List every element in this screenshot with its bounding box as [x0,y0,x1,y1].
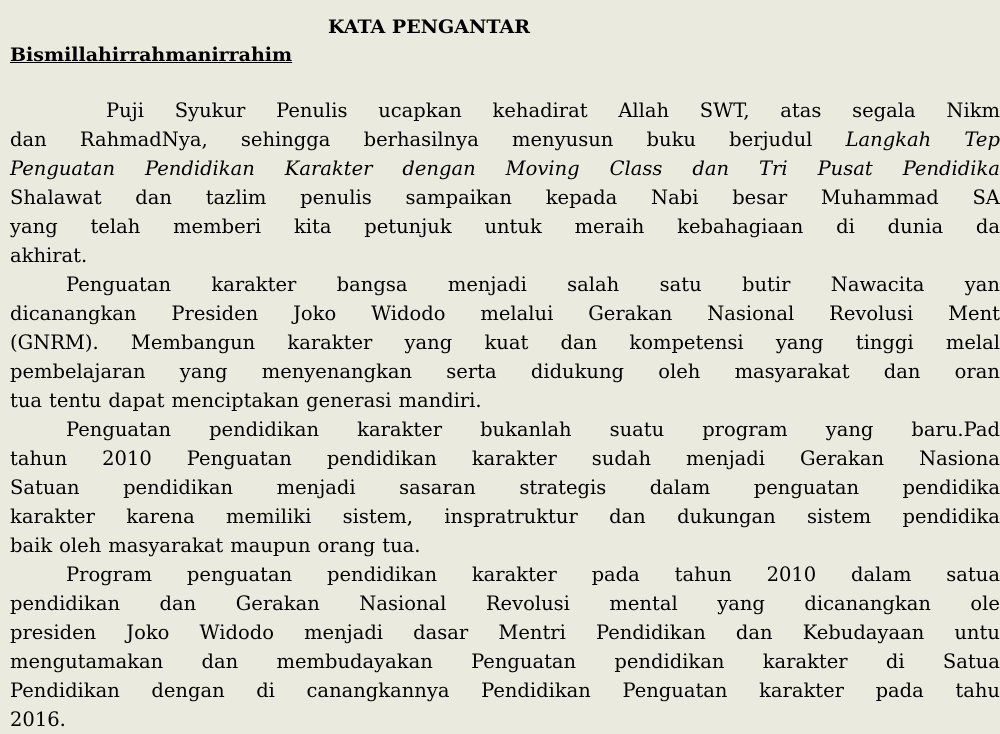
word: kebahagiaan [677,215,804,238]
word: karakter [759,679,844,702]
word: di [885,650,905,673]
word: Tep [964,128,1000,151]
word: tahun [10,447,68,470]
word: satua [946,563,1000,586]
word: karakter [211,273,297,296]
word: yang [404,331,453,354]
paragraph-line [10,328,1000,357]
word: salah [567,273,620,296]
paragraph-line [10,154,1000,183]
word: presiden [10,621,97,644]
word: sehingga [240,128,331,151]
paragraph-line [10,96,1000,125]
word: yang [775,331,824,354]
word: dengan [151,679,225,702]
word: dapat [108,389,165,412]
paragraph-line [10,705,210,734]
word: satu [659,273,702,296]
paragraph-line [10,415,1000,444]
word: strategis [519,476,607,499]
word: Joko [293,302,337,325]
word: pendidikan [123,476,234,499]
word: memberi [173,215,262,238]
word: dukungan [677,505,776,528]
paragraph-line [10,386,710,415]
word: Revolusi [829,302,914,325]
paragraph-line [10,502,1000,531]
word: 2010 [102,447,152,470]
word: melalui [480,302,554,325]
word: masyarakat [108,534,224,557]
word: menyusun [512,128,614,151]
word: Gerakan [799,447,885,470]
word: didukung [530,360,625,383]
word: inspratruktur [444,505,578,528]
word: Mentri [498,621,566,644]
word: mengutamakan [10,650,164,673]
word: menjadi [304,621,384,644]
paragraph-line [10,531,710,560]
word: melal [945,331,1000,354]
word: petunjuk [364,215,452,238]
word: dunia [887,215,944,238]
word: Satuan [10,476,80,499]
paragraph-line [10,618,1000,647]
paragraph-line [10,357,1000,386]
word: dan [10,128,47,151]
word: tua. [382,534,421,557]
word: Revolusi [485,592,570,615]
word: yan [964,273,1000,296]
word: dicanangkan [804,592,931,615]
word: Nabi [651,186,699,209]
word: da [975,215,1000,238]
word: dan [135,186,172,209]
word: berjudul [729,128,813,151]
word: besar [732,186,788,209]
word: Penguatan [66,273,172,296]
word: Nawacita [830,273,925,296]
word: Program [66,563,153,586]
word: Shalawat [10,186,102,209]
word: canangkannya [306,679,450,702]
word: tinggi [855,331,914,354]
word: Karakter [284,157,373,180]
word: buku [646,128,696,151]
word: Satua [942,650,1000,673]
word: kuat [484,331,529,354]
word: (GNRM). [10,331,99,354]
word: Penguatan [471,650,577,673]
word: bukanlah [480,418,572,441]
word: atas [780,99,822,122]
word: Class [609,157,663,180]
word: sistem, [342,505,413,528]
word: meraih [574,215,645,238]
word: membudayakan [276,650,433,673]
word: berhasilnya [363,128,479,151]
word: dan [609,505,646,528]
word: untuk [484,215,542,238]
word: pendidika [902,476,1000,499]
word: yang [717,592,765,615]
page-title: KATA PENGANTAR [328,16,531,38]
paragraph-line [10,473,1000,502]
word: pendidikan [327,563,438,586]
word: Presiden [171,302,259,325]
word: program [702,418,788,441]
word: di [836,215,855,238]
word: karakter [471,447,557,470]
word: dan [560,331,598,354]
word: dan [883,360,921,383]
word: Nasiona [919,447,1000,470]
word: Kebudayaan [802,621,925,644]
word: dasar [413,621,469,644]
word: sistem [807,505,872,528]
word: menjadi [447,273,527,296]
word: memiliki [226,505,312,528]
paragraph-line [10,444,1000,473]
word: pada [591,563,640,586]
word: Nikm [946,99,1000,122]
paragraph-line [10,299,1000,328]
word: dicanangkan [10,302,137,325]
word: dan [159,592,197,615]
word: Pusat [817,157,873,180]
word: pendidikan [209,418,320,441]
word: 2010 [766,563,817,586]
word: Syukur [174,99,246,122]
word: dengan [402,157,476,180]
word: oleh [59,534,102,557]
paragraph-line [10,212,1000,241]
word: Pendidikan [10,679,120,702]
word: Moving [505,157,580,180]
word: untu [954,621,1000,644]
word: Penguatan [186,447,292,470]
word: ole [970,592,1000,615]
word: maupun [230,534,311,557]
word: Langkah [845,128,932,151]
word: penguatan [753,476,860,499]
word: bangsa [336,273,408,296]
word: Penguatan [66,418,172,441]
word: Gerakan [588,302,673,325]
word: baik [10,534,53,557]
word: karakter [762,650,848,673]
word: dan [735,621,773,644]
word: segala [852,99,916,122]
word: menjadi [276,476,356,499]
body-text [10,96,1000,734]
word: SA [972,186,1000,209]
word: karakter [10,505,95,528]
word: Muhammad [820,186,939,209]
word: kita [293,215,332,238]
paragraph-line [10,560,1000,589]
word: mandiri. [398,389,482,412]
word: penguatan [186,563,293,586]
paragraph-line [10,589,1000,618]
word: Ment [948,302,1000,325]
paragraph-line [10,676,1000,705]
word: Joko [126,621,170,644]
word: Nasional [707,302,795,325]
word: karakter [287,331,373,354]
word: kompetensi [629,331,744,354]
word: karena [126,505,195,528]
word: karakter [357,418,443,441]
word: baru.Pad [911,418,1000,441]
word: Allah [618,99,670,122]
word: dalam [851,563,912,586]
word: Nasional [359,592,447,615]
word: butir [741,273,791,296]
word: Puji [106,99,144,122]
word: orang [317,534,376,557]
word: Pendidikan [481,679,591,702]
word: Pendidikan [145,157,255,180]
word: RahmadNya, [79,128,208,151]
word: sasaran [399,476,476,499]
word: Pendidika [902,157,1000,180]
opening-line: Bismillahirrahmanirrahim [10,44,293,66]
word: dan [692,157,730,180]
word: Widodo [199,621,274,644]
word: yang [10,215,58,238]
word: kepada [545,186,618,209]
word: masyarakat [734,360,850,383]
word: tahun [674,563,732,586]
word: Penguatan [622,679,728,702]
word: ucapkan [378,99,462,122]
word: generasi [306,389,392,412]
word: akhirat. [10,244,88,267]
word: yang [825,418,874,441]
word: pendidikan [614,650,725,673]
word: tua [10,389,43,412]
word: suatu [609,418,665,441]
paragraph-line [10,647,1000,676]
word: tazlim [205,186,267,209]
word: Pendidikan [595,621,706,644]
word: menjadi [686,447,765,470]
word: di [256,679,275,702]
word: karakter [471,563,557,586]
paragraph-line [10,183,1000,212]
word: penulis [300,186,372,209]
word: kehadirat [492,99,588,122]
word: sudah [591,447,651,470]
word: sampaikan [405,186,512,209]
word: pembelajaran [10,360,146,383]
word: Widodo [371,302,446,325]
word: dalam [649,476,711,499]
word: oran [954,360,1000,383]
word: menciptakan [171,389,300,412]
paragraph-line [10,270,1000,299]
paragraph-line [10,125,1000,154]
word: serta [446,360,497,383]
word: pendidikan [10,592,121,615]
word: mental [609,592,678,615]
word: pendidikan [326,447,437,470]
word: pendidika [902,505,1000,528]
word: dan [201,650,239,673]
word: Penguatan [10,157,116,180]
word: Membangun [130,331,256,354]
word: Tri [759,157,788,180]
word: tahu [955,679,1000,702]
word: telah [90,215,141,238]
word: SWT, [699,99,750,122]
word: menyenangkan [261,360,413,383]
word: tentu [49,389,102,412]
word: Gerakan [235,592,320,615]
word: Penulis [276,99,348,122]
word: oleh [658,360,701,383]
paragraph-line [10,241,210,270]
word: yang [179,360,228,383]
word: 2016. [10,708,66,731]
word: pada [875,679,924,702]
